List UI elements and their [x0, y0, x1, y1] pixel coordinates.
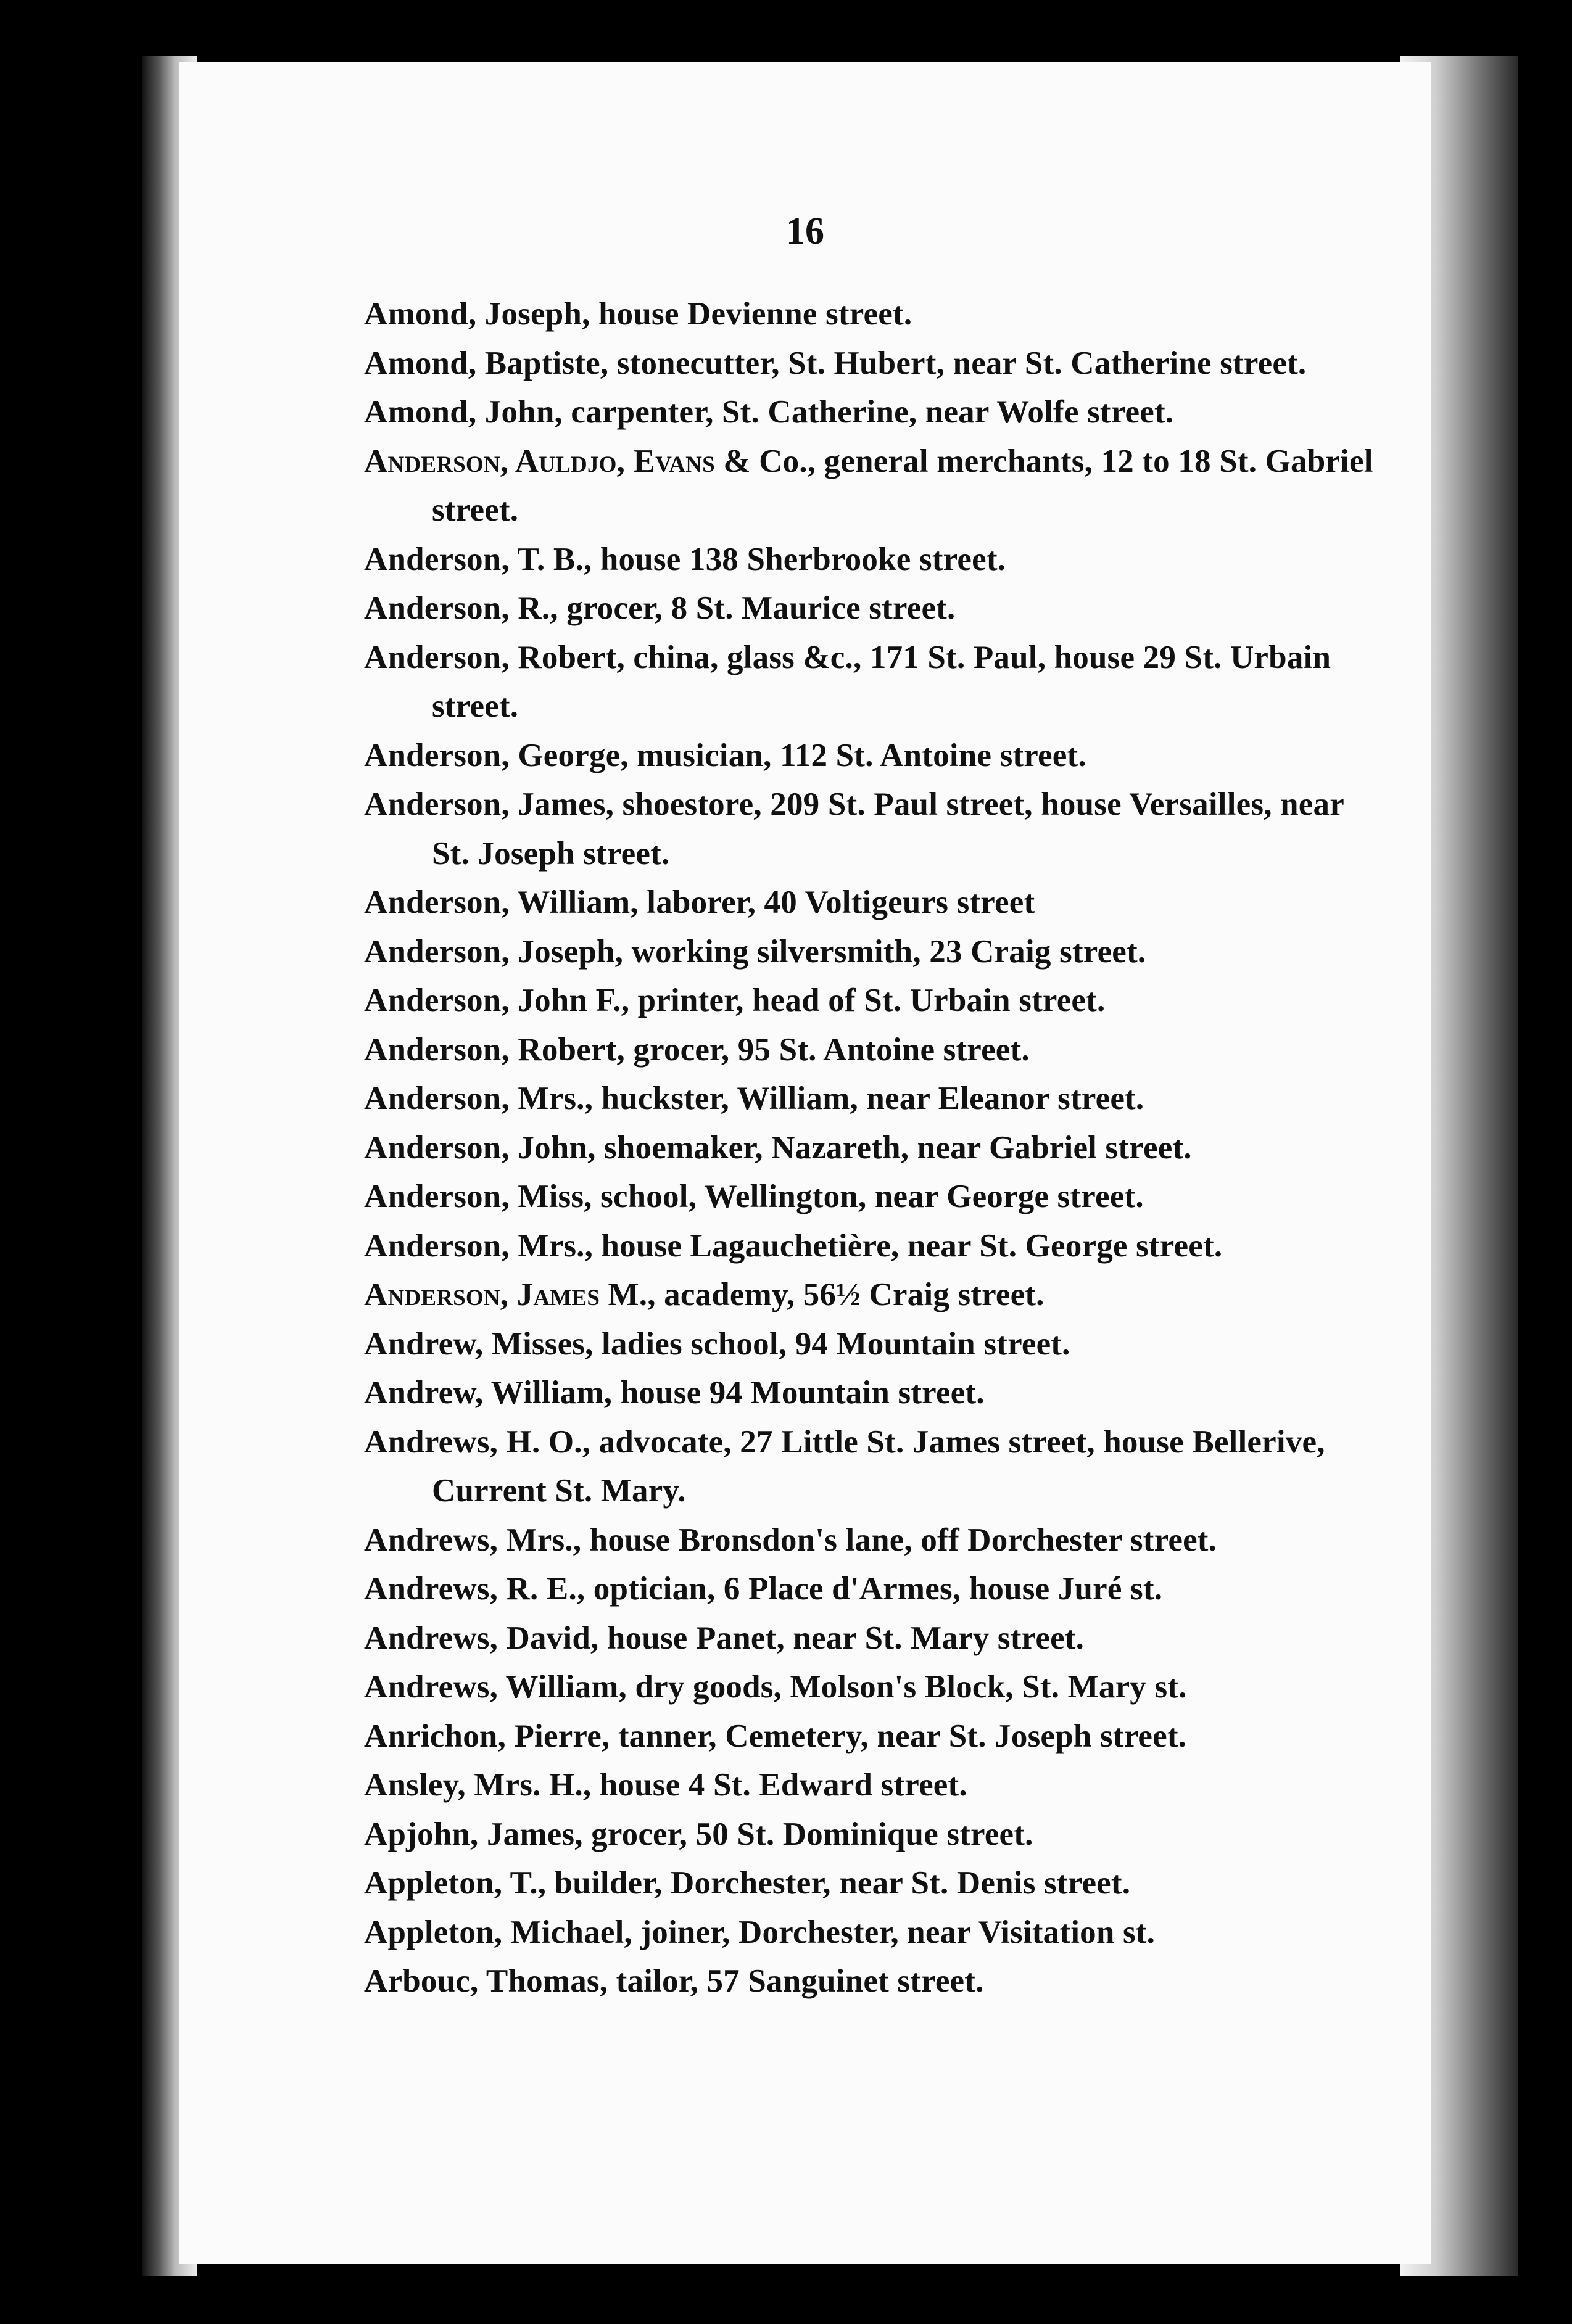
entry-text: Anderson, John F., printer, head of St. Urbain street.: [364, 983, 1106, 1018]
directory-entry: [364, 976, 1376, 1026]
directory-entry: [364, 535, 1376, 585]
directory-entry: [364, 1369, 1376, 1418]
entry-text: Anderson, Miss, school, Wellington, near George street.: [364, 1179, 1144, 1214]
page-number: 16: [786, 210, 824, 252]
directory-entry: [364, 1859, 1376, 1908]
entry-text: Anderson, William, laborer, 40 Voltigeurs street: [364, 884, 1035, 920]
entry-text: Andrew, Misses, ladies school, 94 Mountain street.: [364, 1325, 1070, 1362]
directory-entry: [364, 1957, 1376, 2006]
entry-text: Amond, John, carpenter, St. Catherine, near Wolfe street.: [364, 394, 1174, 430]
directory-entry: [364, 290, 1376, 339]
directory-entry: [364, 1614, 1376, 1663]
entry-text: Anderson, Robert, china, glass &c., 171 St. Paul, house 29 St. Urbain street.: [364, 639, 1331, 724]
entry-text: , academy, 56½ Craig street.: [647, 1277, 1045, 1312]
directory-entry: [364, 1761, 1376, 1810]
directory-entry: [364, 339, 1376, 389]
entry-text: Andrews, R. E., optician, 6 Place d'Armes, house Juré st.: [364, 1571, 1163, 1607]
entry-text: Anderson, R., grocer, 8 St. Maurice street.: [364, 590, 956, 626]
directory-entry: [364, 1908, 1376, 1958]
directory-entry: [364, 1516, 1376, 1565]
directory-entry: [364, 780, 1376, 878]
entry-text: Amond, Baptiste, stonecutter, St. Hubert, near St. Catherine street.: [364, 345, 1307, 381]
directory-entry: [364, 1172, 1376, 1222]
directory-entry: [364, 1418, 1376, 1516]
entry-text: Andrews, Mrs., house Bronsdon's lane, off Dorchester street.: [364, 1522, 1217, 1558]
directory-entry: [364, 633, 1376, 731]
directory-entry: [364, 388, 1376, 437]
directory-entry: [364, 1712, 1376, 1762]
entry-text: Andrews, William, dry goods, Molson's Block, St. Mary st.: [364, 1669, 1187, 1705]
entry-text: Anrichon, Pierre, tanner, Cemetery, near St. Joseph street.: [364, 1718, 1187, 1754]
directory-entry: [364, 1320, 1376, 1369]
directory-entry: [364, 1124, 1376, 1173]
directory-entry: [364, 1565, 1376, 1614]
directory-entry: [364, 1222, 1376, 1271]
entry-text: Andrews, David, house Panet, near St. Mary street.: [364, 1620, 1085, 1656]
directory-entry: [364, 1810, 1376, 1860]
directory-page: [179, 62, 1431, 2264]
entry-text: Andrews, H. O., advocate, 27 Little St. James street, house Bellerive, Current St. Mary.: [364, 1424, 1325, 1509]
directory-entry: [364, 878, 1376, 928]
entry-text: Anderson, Joseph, working silversmith, 23 Craig street.: [364, 933, 1146, 970]
directory-entry: [364, 1271, 1376, 1320]
entry-text: Anderson, T. B., house 138 Sherbrooke street.: [364, 541, 1006, 577]
directory-entry: [364, 1026, 1376, 1075]
entry-text: Anderson, Robert, grocer, 95 St. Antoine street.: [364, 1031, 1030, 1068]
entry-text: Anderson, James, shoestore, 209 St. Paul street, house Versailles, near St. Joseph street.: [364, 786, 1344, 872]
directory-entry: [364, 928, 1376, 977]
directory-entry: [364, 731, 1376, 781]
entry-text: Anderson, John, shoemaker, Nazareth, near Gabriel street.: [364, 1129, 1192, 1166]
entry-text: Appleton, Michael, joiner, Dorchester, near Visitation st.: [364, 1914, 1156, 1950]
entry-text: Andrew, William, house 94 Mountain street.: [364, 1375, 985, 1411]
entry-firm-name: Anderson, James M.: [364, 1277, 648, 1312]
entry-text: Anderson, Mrs., house Lagauchetière, near St. George street.: [364, 1227, 1223, 1264]
entry-text: Anderson, George, musician, 112 St. Antoine street.: [364, 737, 1086, 773]
entry-text: & Co., general merchants, 12 to 18 St. Gabriel street.: [432, 443, 1373, 528]
entry-text: Appleton, T., builder, Dorchester, near St. Denis street.: [364, 1865, 1131, 1901]
directory-entry: [364, 437, 1376, 535]
entry-text: Anderson, Mrs., huckster, William, near Eleanor street.: [364, 1081, 1144, 1116]
directory-entries: [364, 290, 1376, 2006]
entry-firm-name: Anderson, Auldjo, Evans: [364, 443, 715, 479]
entry-text: Apjohn, James, grocer, 50 St. Dominique street.: [364, 1816, 1033, 1852]
entry-text: Arbouc, Thomas, tailor, 57 Sanguinet street.: [364, 1963, 984, 1999]
directory-entry: [364, 584, 1376, 633]
directory-entry: [364, 1663, 1376, 1712]
entry-text: Amond, Joseph, house Devienne street.: [364, 296, 912, 332]
entry-text: Ansley, Mrs. H., house 4 St. Edward street.: [364, 1767, 967, 1803]
directory-entry: [364, 1074, 1376, 1124]
